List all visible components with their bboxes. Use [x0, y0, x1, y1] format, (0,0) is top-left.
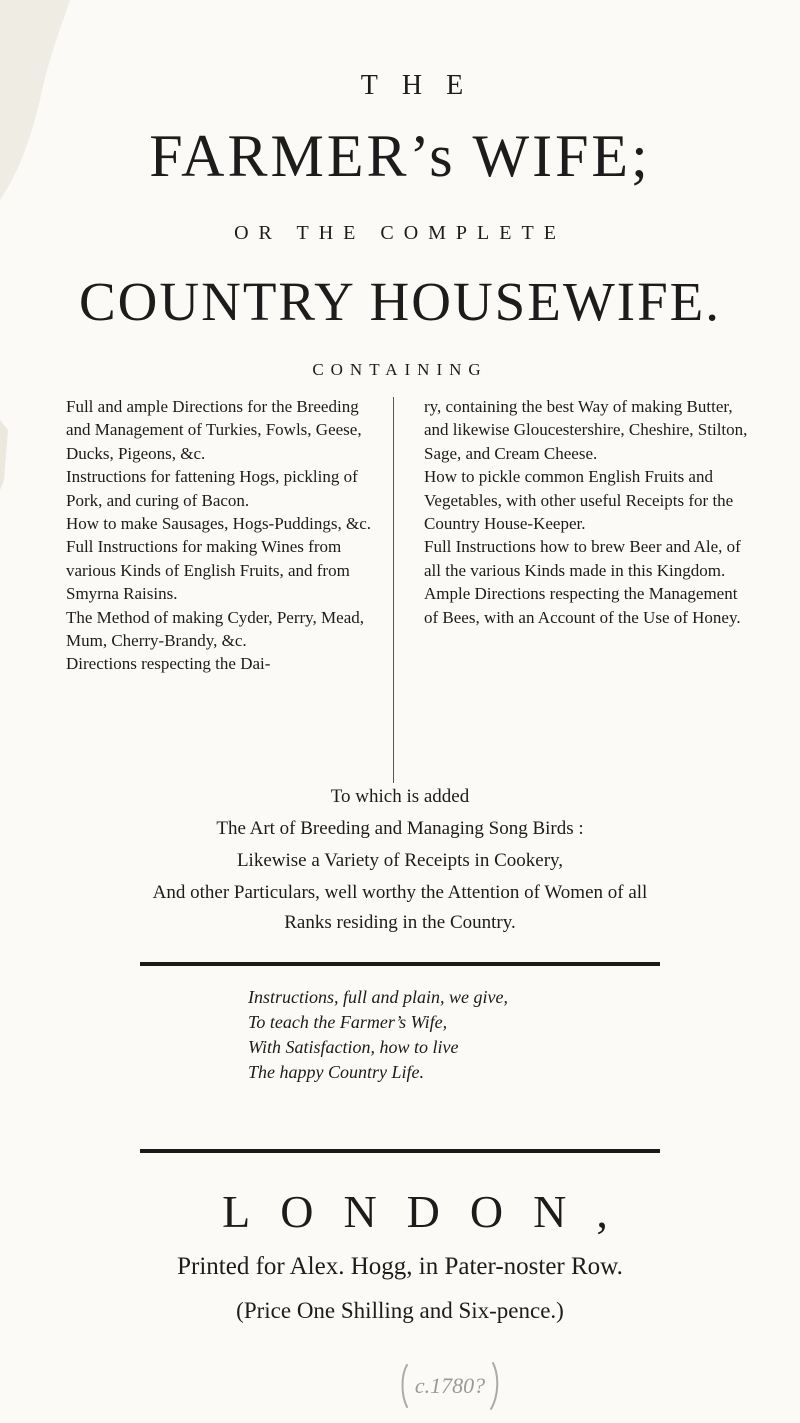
pencil-annotation [395, 1355, 505, 1415]
contents-entry: How to pickle common English Fruits and Vegetables, with other useful Receipts for the Country House-Keeper. [424, 467, 734, 534]
title-line-1: FARMER’s WIFE; [149, 123, 651, 189]
contents-entry: Directions respecting the Dai- [66, 654, 271, 674]
column-divider [393, 397, 394, 783]
added-line: Likewise a Variety of Receipts in Cookery, [236, 850, 564, 871]
horizontal-rule-top [140, 962, 660, 966]
contents-entry: ry, containing the best Way of making Butter, and likewise Gloucestershire, Cheshire, Stilton, Sage, and Cream Cheese. [424, 397, 748, 463]
imprint-city: LONDON, [222, 1186, 638, 1237]
contents-entry: How to make Sausages, Hogs-Puddings, &c. [66, 514, 372, 534]
motto-line: With Satisfaction, how to live [248, 1037, 459, 1057]
added-line: The Art of Breeding and Managing Song Birds : [216, 818, 584, 839]
horizontal-rule-bottom [140, 1149, 660, 1153]
containing-heading: CONTAINING [312, 360, 488, 379]
motto-line: Instructions, full and plain, we give, [248, 987, 508, 1007]
contents-entry: The Method of making Cyder, Perry, Mead, Mum, Cherry-Brandy, &c. [66, 607, 365, 651]
subtitle: OR THE COMPLETE [234, 222, 566, 244]
contents-entry: Full and ample Directions for the Breeding and Management of Turkies, Fowls, Geese, Ducks, Pigeons, &c. [66, 397, 362, 463]
imprint-price: (Price One Shilling and Six-pence.) [236, 1298, 564, 1323]
imprint-printer: Printed for Alex. Hogg, in Pater-noster Row. [177, 1253, 623, 1280]
contents-right-column [424, 395, 750, 629]
added-line: Ranks residing in the Country. [284, 912, 516, 933]
contents-entry: Instructions for fattening Hogs, pickling of Pork, and curing of Bacon. [66, 467, 358, 510]
added-line: To which is added [330, 786, 470, 807]
added-line: And other Particulars, well worthy the Attention of Women of all [152, 882, 648, 903]
title-line-2: COUNTRY HOUSEWIFE. [78, 271, 722, 332]
annotation-text: c.1780? [414, 1373, 486, 1398]
contents-entry: Ample Directions respecting the Management of Bees, with an Account of the Use of Honey. [424, 584, 741, 627]
motto-line: The happy Country Life. [248, 1062, 424, 1082]
contents-entry: Full Instructions for making Wines from various Kinds of English Fruits, and from Smyrna Raisins. [66, 537, 350, 604]
contents-entry: Full Instructions how to brew Beer and Ale, of all the various Kinds made in this Kingdom. [424, 537, 741, 580]
contents-left-column [66, 395, 376, 676]
title-the: THE [360, 70, 488, 101]
motto-line: To teach the Farmer’s Wife, [248, 1012, 448, 1032]
